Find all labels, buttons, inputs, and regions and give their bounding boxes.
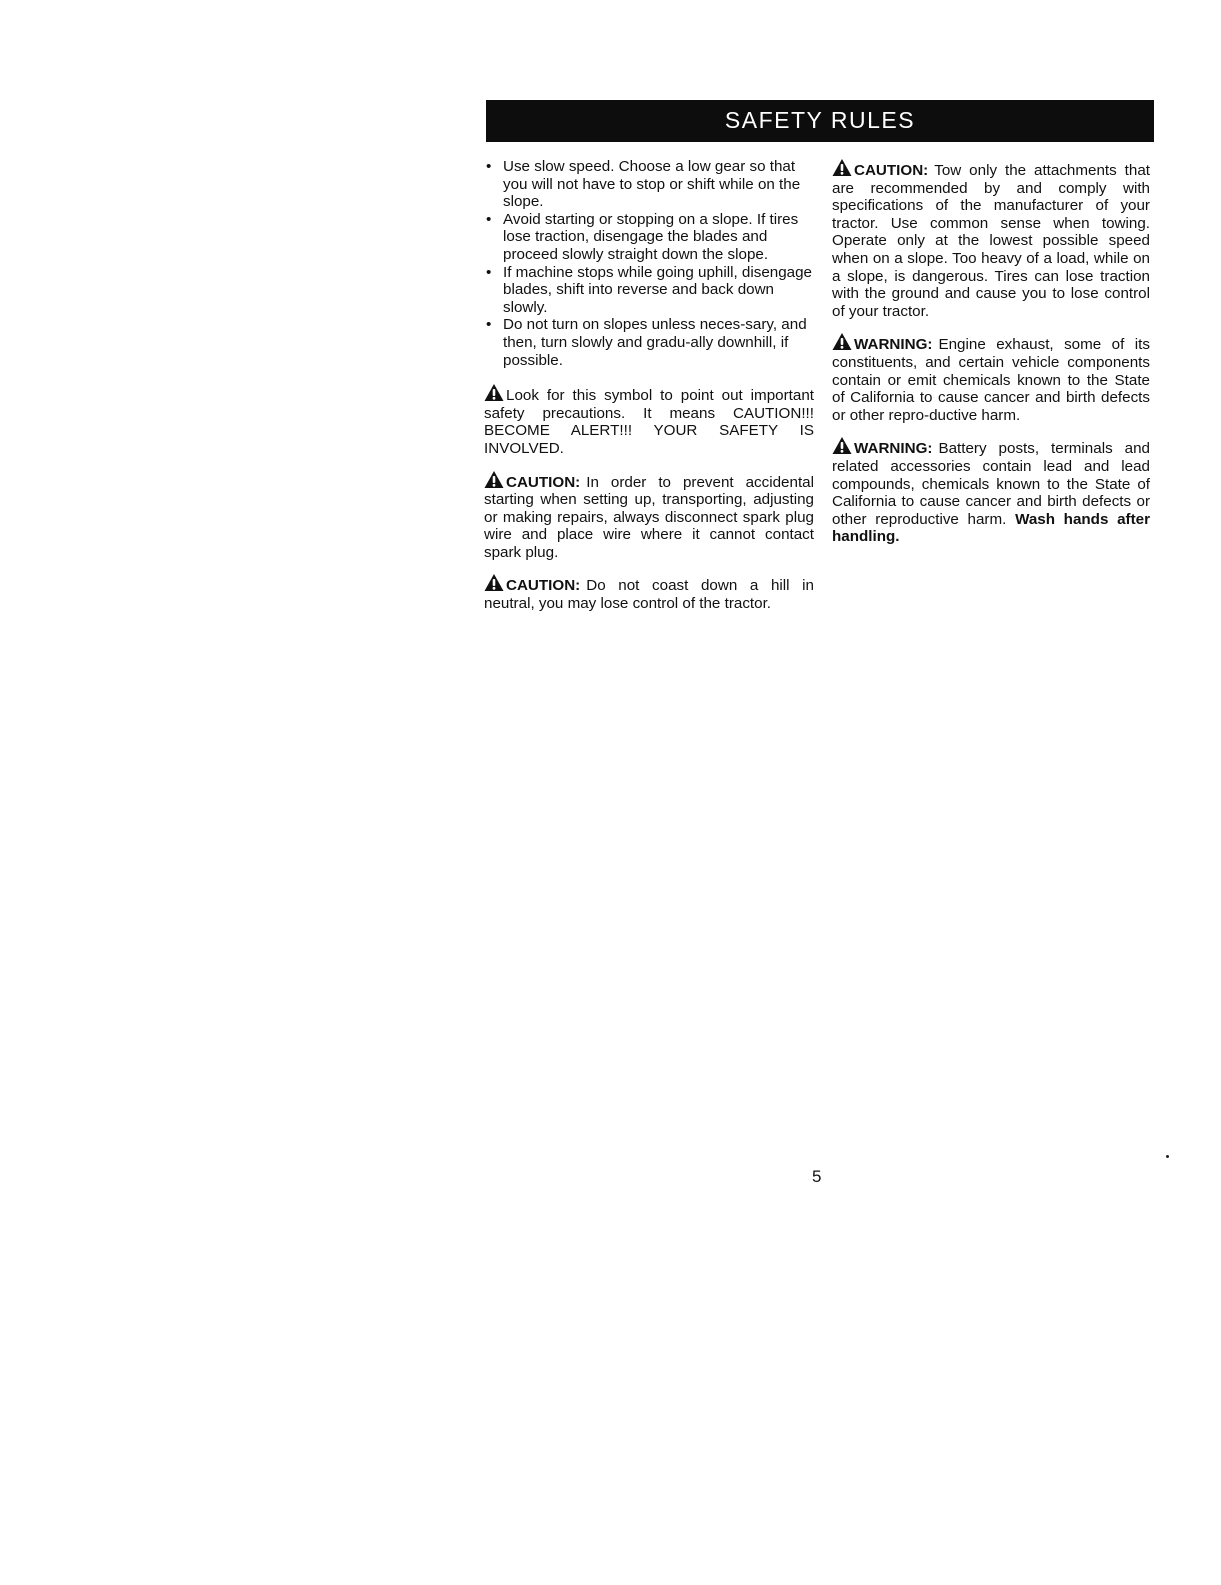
caution-note: CAUTION: In order to prevent accidental starting when setting up, transporting, adjusting or making repairs, always disconnect spark plug wire and place wire where it cannot contact spark plug. <box>484 470 814 562</box>
caution-note: CAUTION: Do not coast down a hill in neutral, you may lose control of the tractor. <box>484 573 814 612</box>
list-item: • If machine stops while going uphill, disengage blades, shift into reverse and back down slowly. <box>486 263 813 316</box>
warning-triangle-icon <box>484 383 504 402</box>
warning-note: WARNING: Engine exhaust, some of its constituents, and certain vehicle components contain or emit chemicals known to the State of California to cause cancer and birth defects or other repro-ductive harm. <box>832 332 1150 424</box>
warning-triangle-icon <box>832 436 852 455</box>
warning-triangle-icon <box>484 470 504 489</box>
right-column <box>832 158 1150 546</box>
section-title: SAFETY RULES <box>724 107 916 133</box>
warning-note: WARNING: Battery posts, terminals and related accessories contain lead and lead compounds, chemicals known to the State of California to cause cancer and birth defects or other reproductive harm. Wash hands after handling. <box>832 436 1150 546</box>
warning-triangle-icon <box>832 158 852 177</box>
caution-note: CAUTION: Tow only the attachments that are recommended by and comply with specifications of the manufacturer of your tractor. Use common sense when towing. Operate only at the lowest possible speed when on a slope. Too heavy of a load, while on a slope, is dangerous. Tires can lose traction with the ground and cause you to lose control of your tractor. <box>832 158 1150 320</box>
symbol-note: Look for this symbol to point out important safety precautions. It means CAUTION!!! BECOME ALERT!!! YOUR SAFETY IS INVOLVED. <box>484 383 814 457</box>
warning-triangle-icon <box>484 573 504 592</box>
list-item: • Avoid starting or stopping on a slope. If tires lose traction, disengage the blades and proceed slowly straight down the slope. <box>486 210 799 263</box>
scan-speck <box>1166 1155 1169 1158</box>
list-item: • Do not turn on slopes unless neces-sary, and then, turn slowly and gradu-ally downhill, if possible. <box>486 316 807 369</box>
page-number: 5 <box>812 1167 822 1186</box>
list-item: • Use slow speed. Choose a low gear so that you will not have to stop or shift while on the slope. <box>486 158 801 211</box>
left-column <box>484 158 814 613</box>
slope-safety-list <box>484 158 814 369</box>
warning-triangle-icon <box>832 332 852 351</box>
wash-hands-instruction: Wash hands after handling. <box>832 510 1150 546</box>
section-header <box>486 100 1154 142</box>
